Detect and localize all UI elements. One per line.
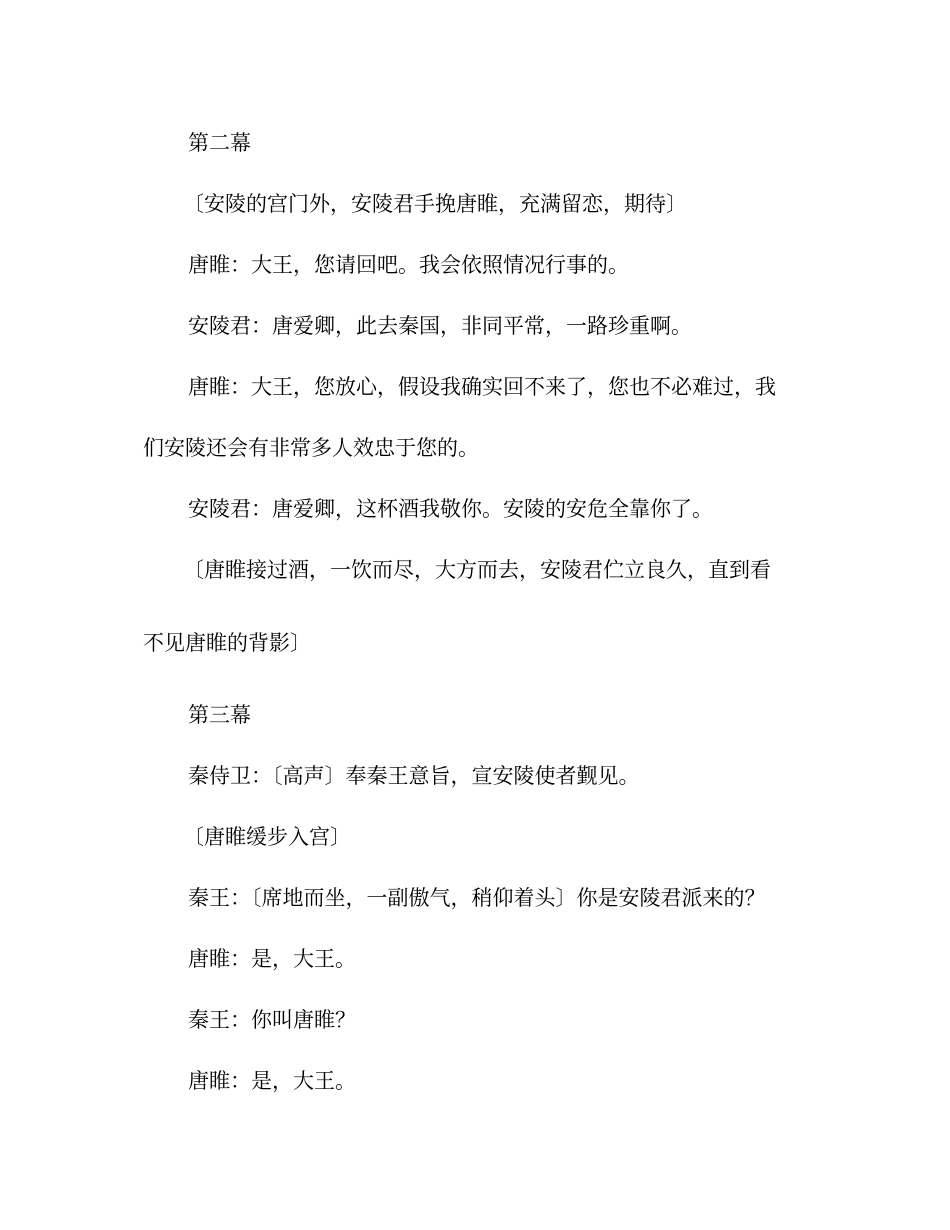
dialogue-line: 安陵君：唐爱卿，此去秦国，非同平常，一路珍重啊。: [188, 314, 692, 338]
stage-direction: 〔唐睢缓步入宫〕: [183, 825, 351, 849]
dialogue-line: 秦王：〔席地而坐，一副傲气，稍仰着头〕你是安陵君派来的？: [188, 886, 766, 910]
act-heading: 第三幕: [188, 703, 251, 727]
dialogue-line: 安陵君：唐爱卿，这杯酒我敬你。安陵的安危全靠你了。: [188, 497, 713, 521]
dialogue-line-continuation: 们安陵还会有非常多人效忠于您的。: [143, 436, 479, 460]
dialogue-line: 唐睢：大王，您请回吧。我会依照情况行事的。: [188, 253, 629, 277]
stage-direction-continuation: 不见唐睢的背影〕: [143, 631, 311, 655]
dialogue-line: 秦侍卫：〔高声〕奉秦王意旨，宣安陵使者觐见。: [188, 764, 640, 788]
stage-direction: 〔唐睢接过酒，一饮而尽，大方而去，安陵君伫立良久，直到看: [183, 558, 771, 582]
stage-direction: 〔安陵的宫门外，安陵君手挽唐睢，充满留恋，期待〕: [183, 192, 687, 216]
dialogue-line: 唐睢：大王，您放心，假设我确实回不来了，您也不必难过，我: [188, 375, 776, 399]
dialogue-line: 唐睢：是，大王。: [188, 947, 356, 971]
dialogue-line: 唐睢：是，大王。: [188, 1069, 356, 1093]
dialogue-line: 秦王：你叫唐睢？: [188, 1008, 356, 1032]
act-heading: 第二幕: [188, 131, 251, 155]
